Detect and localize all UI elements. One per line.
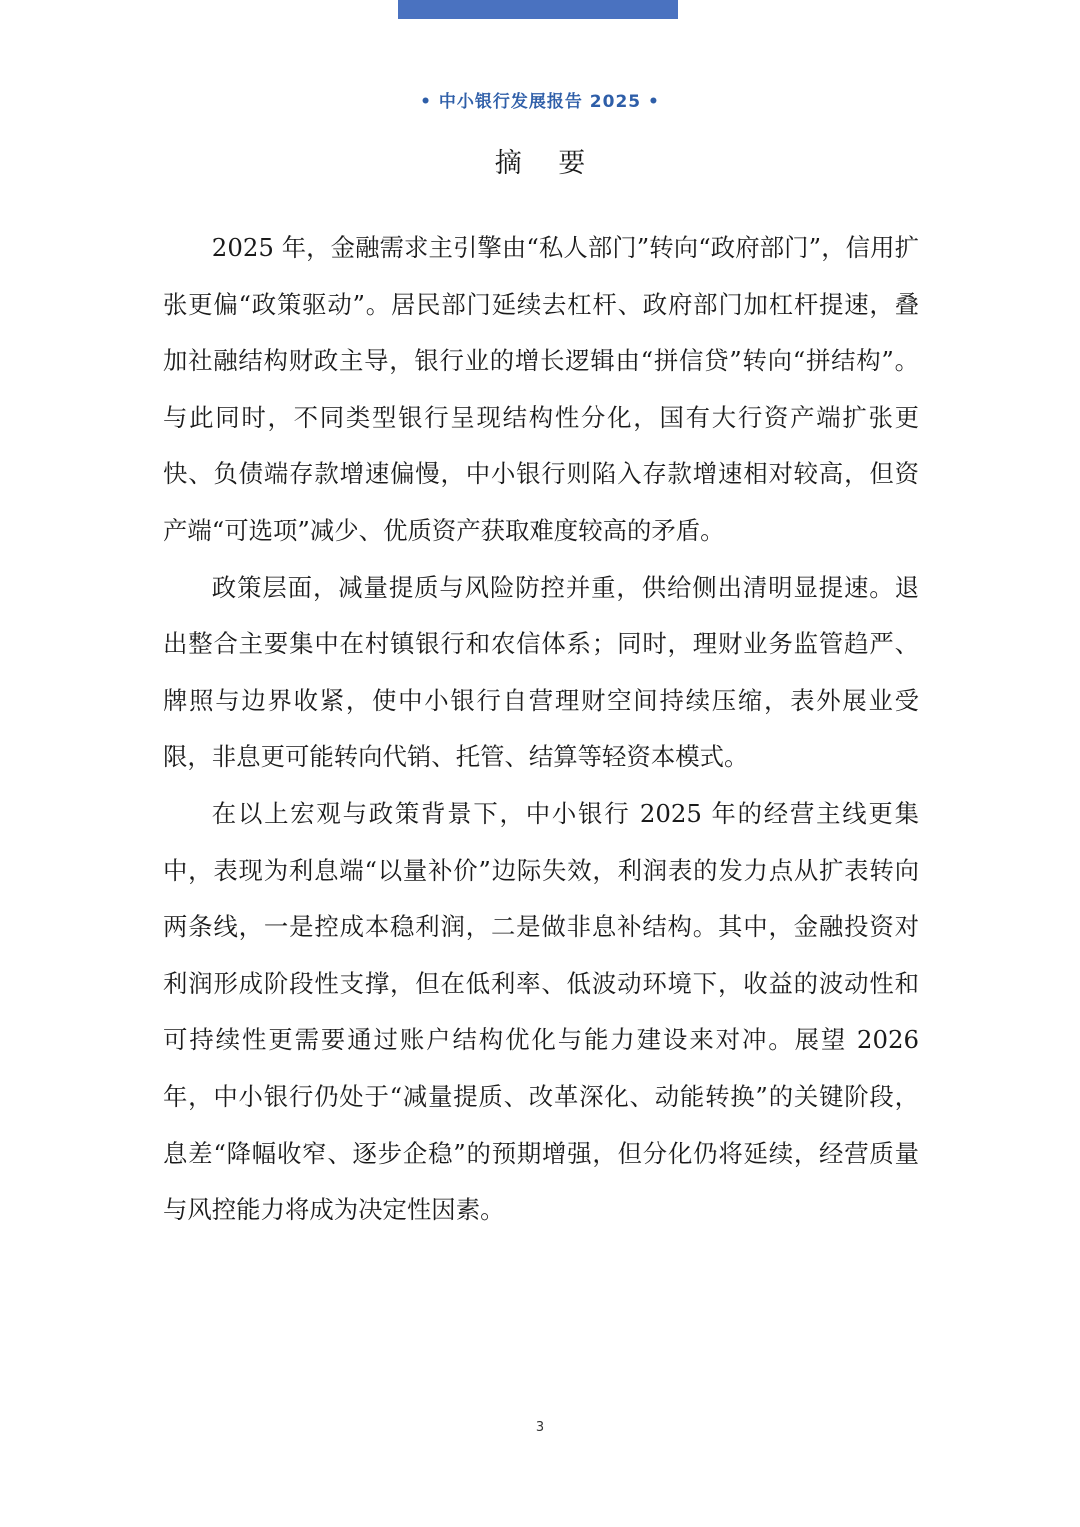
abstract-body <box>163 220 919 1239</box>
page-title: 摘 要 <box>494 148 600 179</box>
top-accent-bar <box>398 0 678 19</box>
report-header: • 中小银行发展报告 2025 • <box>420 92 660 112</box>
paragraph: 政策层面，减量提质与风险防控并重，供给侧出清明显提速。退出整合主要集中在村镇银行和农信体系；同时，理财业务监管趋严、牌照与边界收紧，使中小银行自营理财空间持续压缩，表外展业受限，非息更可能转向代销、托管、结算等轻资本模式。 <box>163 572 919 772</box>
paragraph: 2025 年，金融需求主引擎由“私人部门”转向“政府部门”，信用扩张更偏“政策驱动”。居民部门延续去杠杆、政府部门加杠杆提速，叠加社融结构财政主导，银行业的增长逻辑由“拼信贷”转向“拼结构”。与此同时，不同类型银行呈现结构性分化，国有大行资产端扩张更快、负债端存款增速偏慢，中小银行则陷入存款增速相对较高，但资产端“可选项”减少、优质资产获取难度较高的矛盾。 <box>163 233 919 545</box>
paragraph: 在以上宏观与政策背景下，中小银行 2025 年的经营主线更集中，表现为利息端“以量补价”边际失效，利润表的发力点从扩表转向两条线，一是控成本稳利润，二是做非息补结构。其中，金融投资对利润形成阶段性支撑，但在低利率、低波动环境下，收益的波动性和可持续性更需要通过账户结构优化与能力建设来对冲。展望 2026 年，中小银行仍处于“减量提质、改革深化、动能转换”的关键阶段，息差“降幅收窄、逐步企稳”的预期增强，但分化仍将延续，经营质量与风控能力将成为决定性因素。 <box>163 798 919 1225</box>
page-number: 3 <box>535 1420 545 1435</box>
